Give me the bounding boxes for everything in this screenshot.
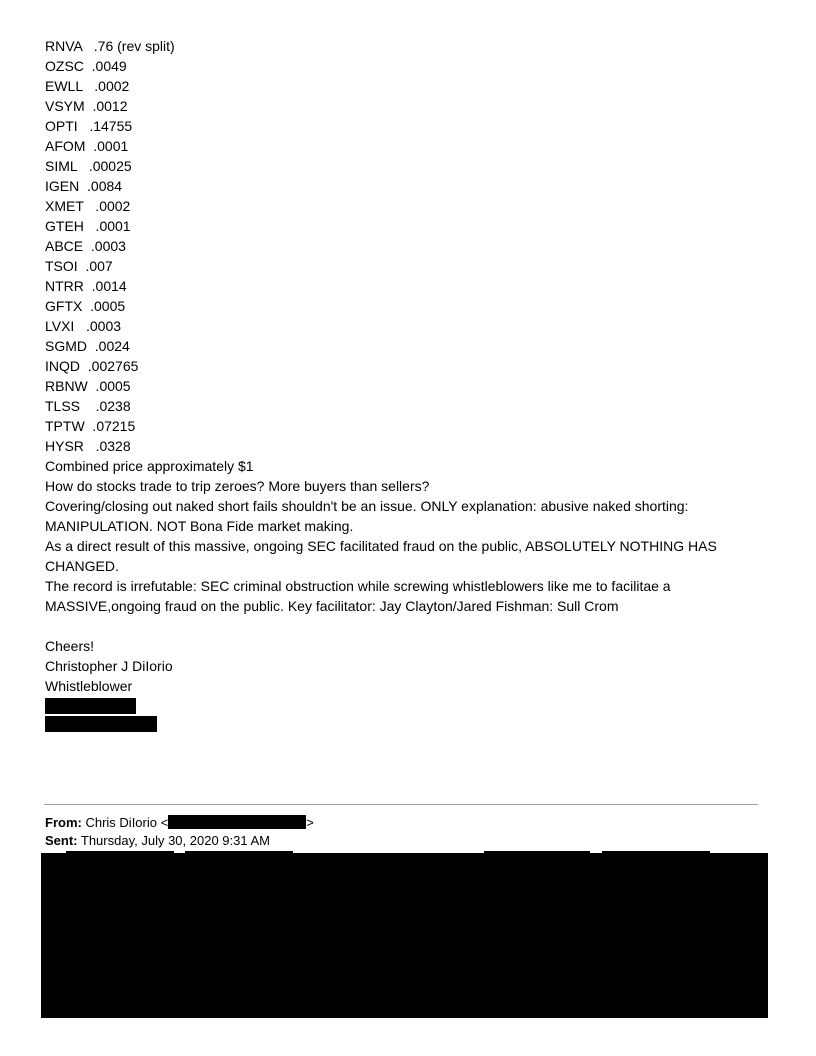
ticker-price: .0024 bbox=[87, 338, 130, 354]
ticker-line bbox=[45, 136, 775, 156]
ticker-line bbox=[45, 76, 775, 96]
ticker-price: .0005 bbox=[87, 378, 131, 394]
ticker-price: .07215 bbox=[84, 418, 136, 434]
ticker-symbol: OPTI bbox=[45, 118, 78, 134]
from-close: > bbox=[306, 815, 314, 830]
ticker-price: .0003 bbox=[74, 318, 122, 334]
ticker-line bbox=[45, 416, 775, 436]
ticker-symbol: HYSR bbox=[45, 438, 84, 454]
ticker-symbol: GFTX bbox=[45, 298, 83, 314]
ticker-line bbox=[45, 56, 775, 76]
ticker-price: .14755 bbox=[77, 118, 133, 134]
ticker-price: .0012 bbox=[84, 98, 128, 114]
ticker-price: .0328 bbox=[83, 438, 131, 454]
ticker-symbol: VSYM bbox=[45, 98, 85, 114]
sent-label: Sent: bbox=[45, 833, 78, 848]
ticker-list bbox=[45, 36, 775, 456]
ticker-symbol: OZSC bbox=[45, 58, 84, 74]
signature-title: Whistleblower bbox=[45, 678, 133, 694]
ticker-price: .0014 bbox=[83, 278, 127, 294]
redaction bbox=[45, 716, 157, 732]
ticker-symbol: LVXI bbox=[45, 318, 75, 334]
ticker-line bbox=[45, 356, 775, 376]
ticker-symbol: XMET bbox=[45, 198, 84, 214]
redaction bbox=[45, 698, 136, 714]
paragraph: The record is irrefutable: SEC criminal obstruction while screwing whistleblowers like me to facilitae a MASSIVE,ongoing fraud on the public. Key facilitator: Jay Clayton/Jared Fishman: Sull Crom bbox=[45, 578, 671, 614]
ticker-symbol: RNVA bbox=[45, 38, 83, 54]
email-body bbox=[45, 36, 775, 734]
ticker-symbol: IGEN bbox=[45, 178, 80, 194]
ticker-price: .0005 bbox=[82, 298, 126, 314]
ticker-line bbox=[45, 276, 775, 296]
ticker-price: .0001 bbox=[83, 218, 131, 234]
redaction-block bbox=[41, 853, 768, 1018]
ticker-price: .0002 bbox=[83, 198, 131, 214]
signature-name: Christopher J DiIorio bbox=[45, 658, 173, 674]
ticker-line bbox=[45, 176, 775, 196]
ticker-symbol: TLSS bbox=[45, 398, 81, 414]
divider bbox=[44, 804, 758, 805]
blank-line bbox=[45, 616, 775, 636]
ticker-price: .0001 bbox=[85, 138, 129, 154]
paragraph: As a direct result of this massive, ongoing SEC facilitated fraud on the public, ABSOLUTELY NOTHING HAS CHANGED. bbox=[45, 538, 717, 574]
from-value: Chris DiIorio < bbox=[85, 815, 169, 830]
ticker-symbol: ABCE bbox=[45, 238, 84, 254]
ticker-symbol: TSOI bbox=[45, 258, 78, 274]
ticker-line bbox=[45, 296, 775, 316]
ticker-line bbox=[45, 36, 775, 56]
ticker-symbol: EWLL bbox=[45, 78, 83, 94]
sign-off: Cheers! bbox=[45, 638, 95, 654]
ticker-price: .0002 bbox=[82, 78, 130, 94]
ticker-line bbox=[45, 216, 775, 236]
ticker-price: .76 (rev split) bbox=[82, 38, 175, 54]
ticker-line bbox=[45, 116, 775, 136]
paragraph: Combined price approximately $1 bbox=[45, 458, 254, 474]
paragraph: Covering/closing out naked short fails shouldn't be an issue. ONLY explanation: abusive naked shorting: MANIPULATION. NOT Bona Fide market making. bbox=[45, 498, 689, 534]
ticker-symbol: AFOM bbox=[45, 138, 86, 154]
paragraph: How do stocks trade to trip zeroes? More buyers than sellers? bbox=[45, 478, 430, 494]
ticker-price: .0003 bbox=[83, 238, 126, 254]
ticker-line bbox=[45, 236, 775, 256]
ticker-line bbox=[45, 376, 775, 396]
ticker-line bbox=[45, 256, 775, 276]
ticker-symbol: SIML bbox=[45, 158, 78, 174]
ticker-line bbox=[45, 96, 775, 116]
ticker-price: .0084 bbox=[79, 178, 123, 194]
ticker-symbol: SGMD bbox=[45, 338, 87, 354]
sent-value: Thursday, July 30, 2020 9:31 AM bbox=[80, 833, 270, 848]
from-label: From: bbox=[45, 815, 82, 830]
email-header bbox=[45, 814, 314, 850]
ticker-line bbox=[45, 196, 775, 216]
paragraphs bbox=[45, 456, 775, 616]
ticker-line bbox=[45, 336, 775, 356]
ticker-symbol: TPTW bbox=[45, 418, 85, 434]
ticker-symbol: NTRR bbox=[45, 278, 84, 294]
ticker-price: .002765 bbox=[80, 358, 139, 374]
ticker-price: .0238 bbox=[80, 398, 131, 414]
ticker-price: .007 bbox=[77, 258, 113, 274]
ticker-line bbox=[45, 436, 775, 456]
ticker-symbol: INQD bbox=[45, 358, 80, 374]
ticker-line bbox=[45, 316, 775, 336]
ticker-price: .00025 bbox=[77, 158, 132, 174]
ticker-line bbox=[45, 396, 775, 416]
ticker-symbol: RBNW bbox=[45, 378, 88, 394]
redaction bbox=[168, 815, 306, 829]
ticker-symbol: GTEH bbox=[45, 218, 84, 234]
ticker-price: .0049 bbox=[83, 58, 127, 74]
ticker-line bbox=[45, 156, 775, 176]
